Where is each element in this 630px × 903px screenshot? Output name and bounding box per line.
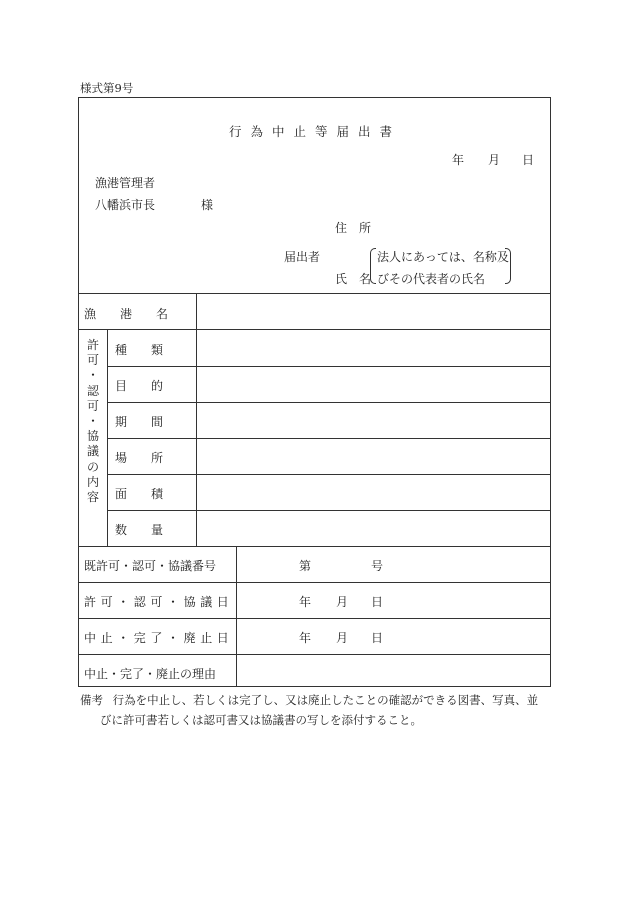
recipient-title: 漁港管理者 bbox=[95, 176, 156, 190]
row-divider bbox=[107, 510, 551, 511]
permit-content-group-label: 許 可 ・ 認 可 ・ 協 議 の 内 容 bbox=[86, 338, 99, 505]
remarks-line2: びに許可書若しくは認可書又は協議書の写しを添付すること。 bbox=[100, 713, 422, 727]
row-divider bbox=[107, 366, 551, 367]
row-divider bbox=[78, 546, 551, 547]
remarks bbox=[80, 692, 538, 708]
port-name-label: 漁 港 名 bbox=[84, 307, 169, 321]
stop-date-day: 日 bbox=[371, 631, 384, 645]
permit-date-year: 年 bbox=[299, 595, 312, 609]
row-label-quantity: 数 量 bbox=[115, 523, 164, 537]
permit-date-day: 日 bbox=[371, 595, 384, 609]
row-label-location: 場 所 bbox=[115, 451, 164, 465]
row-divider bbox=[78, 654, 551, 655]
date-month: 月 bbox=[488, 153, 501, 167]
reason-label: 中止・完了・廃止の理由 bbox=[84, 667, 217, 681]
row-label-type: 種 類 bbox=[115, 343, 164, 357]
submitter-label: 届出者 bbox=[284, 250, 321, 264]
column-divider bbox=[236, 546, 237, 687]
row-divider bbox=[107, 402, 551, 403]
form-number: 様式第9号 bbox=[80, 81, 134, 95]
prior-number-suffix: 号 bbox=[371, 559, 384, 573]
column-divider bbox=[196, 293, 197, 546]
row-divider bbox=[78, 293, 551, 294]
permit-date-label: 許可・認可・協議日 bbox=[84, 595, 234, 609]
date-day: 日 bbox=[522, 153, 535, 167]
stop-date-month: 月 bbox=[336, 631, 349, 645]
prior-number-prefix: 第 bbox=[299, 559, 312, 573]
remarks-line1: 行為を中止し、若しくは完了し、又は廃止したことの確認ができる図書、写真、並 bbox=[112, 693, 539, 707]
remarks-label: 備考 bbox=[80, 693, 103, 707]
address-label: 住 所 bbox=[335, 221, 372, 235]
row-divider bbox=[107, 474, 551, 475]
recipient-honorific: 様 bbox=[201, 198, 214, 212]
form-title: 行為中止等届出書 bbox=[228, 124, 401, 139]
row-divider bbox=[78, 329, 551, 330]
stop-date-year: 年 bbox=[299, 631, 312, 645]
row-divider bbox=[78, 582, 551, 583]
left-bracket bbox=[370, 248, 376, 284]
recipient-name: 八幡浜市長 bbox=[95, 198, 156, 212]
permit-date-month: 月 bbox=[336, 595, 349, 609]
row-label-period: 期 間 bbox=[115, 415, 164, 429]
name-label: 氏 名 bbox=[335, 272, 372, 286]
column-divider bbox=[107, 329, 108, 546]
row-label-area: 面 積 bbox=[115, 487, 164, 501]
prior-number-label: 既許可・認可・協議番号 bbox=[84, 559, 217, 573]
row-divider bbox=[107, 438, 551, 439]
date-year: 年 bbox=[452, 153, 465, 167]
corporate-note-line1: 法人にあっては、名称及 bbox=[377, 250, 509, 264]
stop-date-label: 中止・完了・廃止日 bbox=[84, 631, 234, 645]
row-label-purpose: 目 的 bbox=[115, 379, 164, 393]
corporate-note-line2: びその代表者の氏名 bbox=[377, 272, 486, 286]
row-divider bbox=[78, 618, 551, 619]
